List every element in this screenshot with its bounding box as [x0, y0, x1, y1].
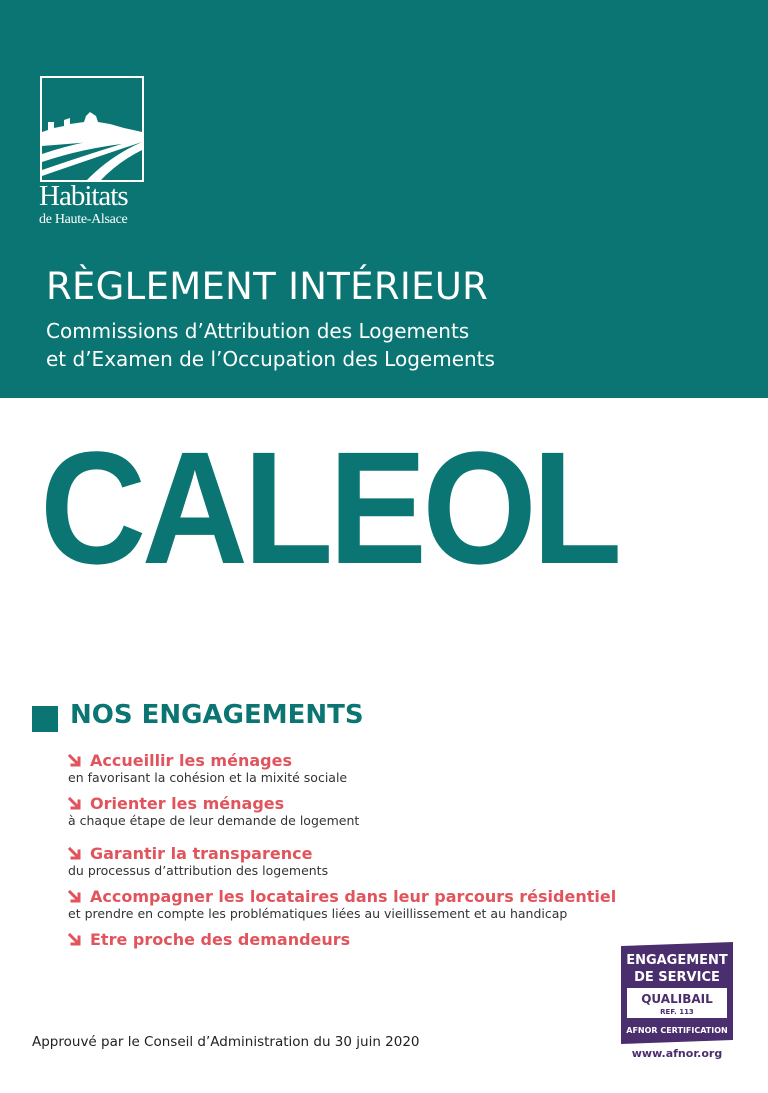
engagement-title: Garantir la transparence: [90, 844, 313, 863]
engagement-item: [68, 752, 347, 786]
engagement-item: [68, 888, 616, 922]
badge-org: AFNOR CERTIFICATION: [626, 1026, 728, 1035]
badge-label: QUALIBAIL: [641, 992, 713, 1006]
engagement-item: [68, 931, 350, 949]
engagement-description: et prendre en compte les problématiques liées au vieillissement et au handicap: [68, 906, 568, 921]
engagement-title: Accompagner les locataires dans leur parcours résidentiel: [90, 887, 617, 906]
section-marker-square: [32, 706, 58, 732]
badge-line2: DE SERVICE: [634, 970, 720, 985]
arrow-down-right-icon: [68, 890, 82, 904]
approval-note: Approuvé par le Conseil d’Administration du 30 juin 2020: [32, 1034, 420, 1050]
engagement-item: [68, 845, 328, 879]
badge-line1: ENGAGEMENT: [626, 953, 728, 968]
village-landscape-logo-icon: [40, 76, 144, 182]
engagement-item: [68, 795, 359, 829]
logo-subtitle: de Haute-Alsace: [39, 212, 128, 227]
engagement-title: Etre proche des demandeurs: [90, 930, 351, 949]
qualibail-certification-badge: [617, 942, 737, 1044]
logo-name: Habitats: [39, 180, 128, 212]
engagement-description: du processus d’attribution des logements: [68, 863, 329, 878]
engagement-title: Accueillir les ménages: [90, 751, 292, 770]
acronym-title: CALEOL: [40, 418, 618, 597]
engagement-description: à chaque étape de leur demande de logement: [68, 813, 360, 828]
header-band: [0, 0, 768, 398]
subtitle-line-2: et d’Examen de l’Occupation des Logements: [46, 347, 495, 371]
arrow-down-right-icon: [68, 797, 82, 811]
arrow-down-right-icon: [68, 847, 82, 861]
subtitle-line-1: Commissions d’Attribution des Logements: [46, 319, 470, 343]
badge-ref: REF. 113: [660, 1008, 694, 1016]
document-title: RÈGLEMENT INTÉRIEUR: [46, 265, 489, 308]
engagement-title: Orienter les ménages: [90, 794, 285, 813]
arrow-down-right-icon: [68, 754, 82, 768]
engagements-heading: NOS ENGAGEMENTS: [70, 700, 364, 730]
engagement-description: en favorisant la cohésion et la mixité sociale: [68, 770, 348, 785]
arrow-down-right-icon: [68, 933, 82, 947]
afnor-link[interactable]: www.afnor.org: [631, 1047, 723, 1060]
